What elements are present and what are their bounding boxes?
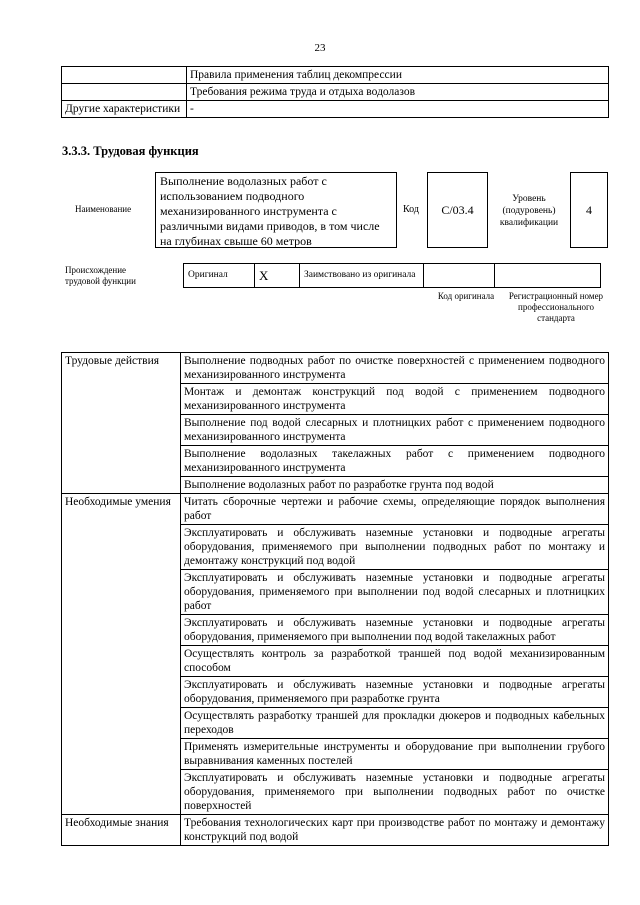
table-cell-value: Требования режима труда и отдыха водолазов — [187, 84, 609, 101]
skill-item: Применять измерительные инструменты и оборудование при выполнении грубого выравнивания каменных постелей — [181, 739, 609, 770]
original-label: Оригинал — [184, 264, 255, 288]
table-row — [62, 67, 609, 84]
skill-item: Эксплуатировать и обслуживать наземные установки и подводные агрегаты оборудования, применяемого при выполнении под водой такелажных работ — [181, 615, 609, 646]
section-title: 3.3.3. Трудовая функция — [62, 144, 199, 158]
function-code: C/03.4 — [427, 172, 488, 248]
origin-label: Происхождение трудовой функции — [65, 265, 136, 286]
skill-item: Читать сборочные чертежи и рабочие схемы, определяющие порядок выполнения работ — [181, 494, 609, 525]
labor-action-item: Выполнение водолазных работ по разработке грунта под водой — [181, 477, 609, 494]
table-cell-label — [62, 84, 187, 101]
table-row — [62, 353, 609, 384]
labor-action-item: Выполнение подводных работ по очистке поверхностей с применением подводного механизированного инструмента — [181, 353, 609, 384]
borrowed-label: Заимствовано из оригинала — [300, 264, 424, 288]
skill-item: Осуществлять разработку траншей для прокладки дюкеров и подводных кабельных переходов — [181, 708, 609, 739]
table-row — [184, 264, 601, 288]
function-name-label: Наименование — [75, 204, 132, 214]
origin-table — [183, 263, 601, 288]
code-original-caption: Код оригинала — [437, 291, 495, 301]
table-row — [62, 815, 609, 846]
page-number: 23 — [314, 42, 326, 54]
reg-number-cell — [495, 264, 601, 288]
qualification-level-label: Уровень (подуровень) квалификации — [499, 194, 559, 228]
table-cell-value: - — [187, 101, 609, 118]
skill-item: Эксплуатировать и обслуживать наземные установки и подводные агрегаты оборудования, применяемого при разработке грунта — [181, 677, 609, 708]
skill-item: Осуществлять контроль за разработкой траншей под водой механизированным способом — [181, 646, 609, 677]
labor-action-item: Монтаж и демонтаж конструкций под водой с применением подводного механизированного инструмента — [181, 384, 609, 415]
skill-item: Эксплуатировать и обслуживать наземные установки и подводные агрегаты оборудования, применяемого при выполнении под водой слесарных и плотницких работ — [181, 570, 609, 615]
skill-item: Эксплуатировать и обслуживать наземные установки и подводные агрегаты оборудования, применяемого при выполнении подводных работ по монтажу и демонтажу конструкций под водой — [181, 525, 609, 570]
table-cell-label — [62, 67, 187, 84]
code-original-cell — [424, 264, 495, 288]
labor-action-item: Выполнение водолазных такелажных работ с применением подводного механизированного инструмента — [181, 446, 609, 477]
qualification-level: 4 — [570, 172, 608, 248]
skills-label: Необходимые умения — [62, 494, 181, 815]
table-row — [62, 84, 609, 101]
table-cell-value: Правила применения таблиц декомпрессии — [187, 67, 609, 84]
reg-number-caption: Регистрационный номер профессионального стандарта — [508, 291, 604, 323]
table-row — [62, 101, 609, 118]
top-continuation-table — [61, 66, 609, 118]
function-name: Выполнение водолазных работ с использованием подводного механизированного инструмента с различными видами приводов, в том числе на глубинах свыше 60 метров — [155, 172, 397, 248]
labor-function-table — [61, 352, 609, 846]
table-cell-label: Другие характеристики — [62, 101, 187, 118]
labor-action-item: Выполнение под водой слесарных и плотницких работ с применением подводного механизированного инструмента — [181, 415, 609, 446]
function-code-label: Код — [403, 204, 419, 215]
knowledge-item: Требования технологических карт при производстве работ по монтажу и демонтажу конструкций под водой — [181, 815, 609, 846]
knowledge-label: Необходимые знания — [62, 815, 181, 846]
table-row — [62, 494, 609, 525]
original-mark: X — [255, 264, 300, 288]
skill-item: Эксплуатировать и обслуживать наземные установки и подводные агрегаты оборудования, применяемого при выполнении подводных работ по очистке поверхностей — [181, 770, 609, 815]
labor-actions-label: Трудовые действия — [62, 353, 181, 494]
